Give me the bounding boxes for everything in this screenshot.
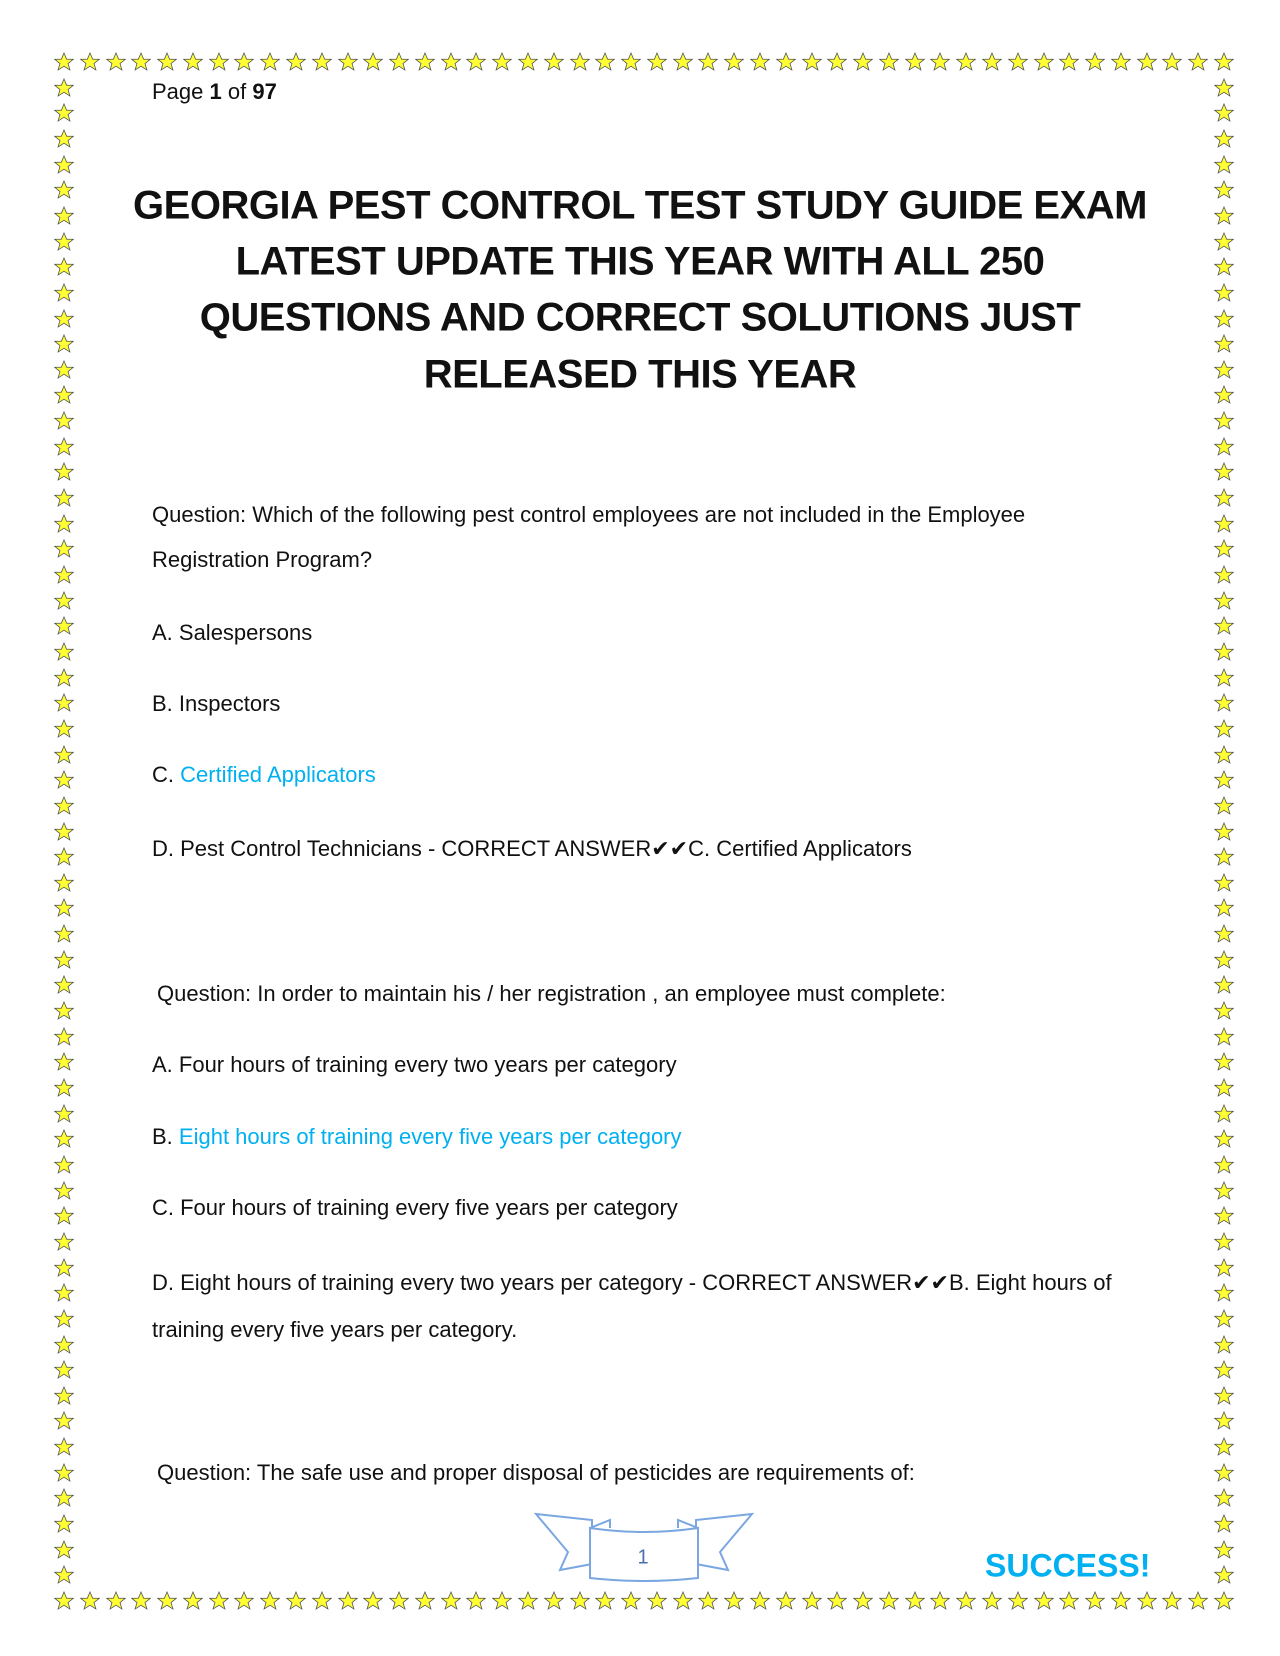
star-icon bbox=[1008, 52, 1028, 72]
star-icon bbox=[1214, 103, 1234, 123]
star-icon bbox=[363, 1591, 383, 1611]
star-icon bbox=[54, 1283, 74, 1303]
star-icon bbox=[827, 1591, 847, 1611]
star-icon bbox=[1162, 52, 1182, 72]
star-icon bbox=[621, 1591, 641, 1611]
star-icon bbox=[54, 129, 74, 149]
star-icon bbox=[54, 437, 74, 457]
question-1-cont: Registration Program? bbox=[152, 547, 373, 572]
star-icon bbox=[54, 283, 74, 303]
star-icon bbox=[956, 1591, 976, 1611]
star-icon bbox=[698, 1591, 718, 1611]
star-icon bbox=[1214, 180, 1234, 200]
star-icon bbox=[776, 52, 796, 72]
star-icon bbox=[1162, 1591, 1182, 1611]
star-icon bbox=[1214, 411, 1234, 431]
star-icon bbox=[1059, 1591, 1079, 1611]
star-icon bbox=[595, 1591, 615, 1611]
star-icon bbox=[1214, 1283, 1234, 1303]
star-icon bbox=[724, 1591, 744, 1611]
star-icon bbox=[260, 52, 280, 72]
star-icon bbox=[441, 52, 461, 72]
correct-option-text: Certified Applicators bbox=[180, 762, 376, 787]
star-icon bbox=[54, 847, 74, 867]
star-icon bbox=[1214, 873, 1234, 893]
star-icon bbox=[1214, 539, 1234, 559]
star-icon bbox=[54, 1206, 74, 1226]
star-icon bbox=[312, 1591, 332, 1611]
star-icon bbox=[1214, 360, 1234, 380]
star-icon bbox=[1214, 385, 1234, 405]
star-icon bbox=[1214, 1437, 1234, 1457]
star-icon bbox=[312, 52, 332, 72]
star-icon bbox=[1214, 642, 1234, 662]
star-icon bbox=[209, 52, 229, 72]
star-icon bbox=[54, 616, 74, 636]
star-icon bbox=[1034, 1591, 1054, 1611]
star-icon bbox=[673, 1591, 693, 1611]
star-icon bbox=[54, 950, 74, 970]
star-icon bbox=[363, 52, 383, 72]
title-line: RELEASED THIS YEAR bbox=[423, 352, 857, 397]
star-icon bbox=[80, 52, 100, 72]
star-icon bbox=[1214, 719, 1234, 739]
star-icon bbox=[1214, 334, 1234, 354]
star-icon bbox=[595, 52, 615, 72]
page-prefix: Page bbox=[152, 79, 204, 104]
star-icon bbox=[54, 668, 74, 688]
page-of: of bbox=[227, 79, 247, 104]
star-icon bbox=[1111, 1591, 1131, 1611]
star-icon bbox=[54, 1488, 74, 1508]
star-icon bbox=[54, 1027, 74, 1047]
star-icon bbox=[1214, 745, 1234, 765]
star-icon bbox=[234, 52, 254, 72]
star-icon bbox=[286, 1591, 306, 1611]
star-icon bbox=[209, 1591, 229, 1611]
star-icon bbox=[54, 462, 74, 482]
star-icon bbox=[54, 52, 74, 72]
star-icon bbox=[1214, 1309, 1234, 1329]
star-icon bbox=[1214, 796, 1234, 816]
star-icon bbox=[1214, 1463, 1234, 1483]
star-icon bbox=[466, 52, 486, 72]
star-icon bbox=[1214, 1104, 1234, 1124]
star-icon bbox=[54, 1258, 74, 1278]
star-icon bbox=[338, 1591, 358, 1611]
star-icon bbox=[54, 1309, 74, 1329]
footer-page-number: 1 bbox=[637, 1546, 649, 1569]
star-icon bbox=[1085, 52, 1105, 72]
star-icon bbox=[647, 52, 667, 72]
question-2: Question: In order to maintain his / her registration , an employee must complete: bbox=[157, 981, 946, 1006]
star-icon bbox=[1111, 52, 1131, 72]
option-a: A. Four hours of training every two years per category bbox=[152, 1052, 677, 1077]
star-icon bbox=[1214, 1335, 1234, 1355]
star-icon bbox=[1214, 1129, 1234, 1149]
star-icon bbox=[54, 155, 74, 175]
question-1: Question: Which of the following pest control employees are not included in the Employee bbox=[152, 502, 1026, 527]
star-icon bbox=[1214, 822, 1234, 842]
option-a: A. Salespersons bbox=[152, 620, 313, 645]
star-icon bbox=[54, 1052, 74, 1072]
page-current: 1 bbox=[209, 79, 222, 104]
star-icon bbox=[1214, 78, 1234, 98]
star-icon bbox=[1188, 52, 1208, 72]
star-icon bbox=[750, 52, 770, 72]
star-icon bbox=[54, 745, 74, 765]
star-icon bbox=[54, 206, 74, 226]
star-icon bbox=[389, 1591, 409, 1611]
star-icon bbox=[1214, 693, 1234, 713]
star-icon bbox=[1214, 206, 1234, 226]
title-line: LATEST UPDATE THIS YEAR WITH ALL 250 bbox=[235, 239, 1045, 284]
star-icon bbox=[1214, 1027, 1234, 1047]
correct-option-text: Eight hours of training every five years per category bbox=[178, 1124, 682, 1149]
star-icon bbox=[982, 52, 1002, 72]
star-icon bbox=[183, 1591, 203, 1611]
star-icon bbox=[54, 719, 74, 739]
star-icon bbox=[54, 257, 74, 277]
star-icon bbox=[54, 309, 74, 329]
star-icon bbox=[724, 52, 744, 72]
star-icon bbox=[54, 565, 74, 585]
star-icon bbox=[260, 1591, 280, 1611]
star-icon bbox=[286, 52, 306, 72]
star-icon bbox=[1214, 488, 1234, 508]
star-icon bbox=[1085, 1591, 1105, 1611]
star-icon bbox=[1214, 1001, 1234, 1021]
star-icon bbox=[54, 1540, 74, 1560]
star-icon bbox=[106, 52, 126, 72]
star-icon bbox=[54, 1437, 74, 1457]
star-icon bbox=[1214, 1206, 1234, 1226]
star-icon bbox=[570, 52, 590, 72]
star-icon bbox=[1214, 1540, 1234, 1560]
star-icon bbox=[54, 1565, 74, 1585]
star-icon bbox=[54, 1001, 74, 1021]
star-icon bbox=[827, 52, 847, 72]
star-icon bbox=[492, 1591, 512, 1611]
star-icon bbox=[492, 52, 512, 72]
star-icon bbox=[1214, 770, 1234, 790]
star-icon bbox=[54, 1078, 74, 1098]
star-icon bbox=[54, 770, 74, 790]
star-icon bbox=[1214, 1514, 1234, 1534]
option-c bbox=[152, 762, 376, 788]
star-icon bbox=[1214, 155, 1234, 175]
star-icon bbox=[389, 52, 409, 72]
star-icon bbox=[54, 898, 74, 918]
star-icon bbox=[415, 52, 435, 72]
star-icon bbox=[54, 1232, 74, 1252]
option-prefix: C. bbox=[152, 762, 174, 787]
star-icon bbox=[905, 1591, 925, 1611]
star-icon bbox=[930, 52, 950, 72]
star-icon bbox=[930, 1591, 950, 1611]
star-icon bbox=[1214, 616, 1234, 636]
star-icon bbox=[54, 514, 74, 534]
star-icon bbox=[1214, 1411, 1234, 1431]
star-icon bbox=[54, 360, 74, 380]
star-icon bbox=[1214, 898, 1234, 918]
star-icon bbox=[54, 232, 74, 252]
option-d-answer: D. Pest Control Technicians - CORRECT ANSWER✔✔C. Certified Applicators bbox=[152, 836, 912, 861]
star-icon bbox=[54, 693, 74, 713]
star-icon bbox=[54, 1155, 74, 1175]
star-icon bbox=[1214, 462, 1234, 482]
star-icon bbox=[647, 1591, 667, 1611]
star-icon bbox=[54, 411, 74, 431]
question-3: Question: The safe use and proper disposal of pesticides are requirements of: bbox=[157, 1460, 915, 1485]
star-icon bbox=[1214, 1052, 1234, 1072]
star-icon bbox=[698, 52, 718, 72]
star-icon bbox=[1214, 514, 1234, 534]
star-icon bbox=[466, 1591, 486, 1611]
title-line: GEORGIA PEST CONTROL TEST STUDY GUIDE EXAM bbox=[133, 183, 1147, 228]
star-icon bbox=[54, 1360, 74, 1380]
star-icon bbox=[1214, 129, 1234, 149]
star-icon bbox=[1214, 232, 1234, 252]
star-icon bbox=[853, 1591, 873, 1611]
star-icon bbox=[1214, 257, 1234, 277]
option-d-answer-cont: training every five years per category. bbox=[152, 1317, 518, 1342]
star-icon bbox=[621, 52, 641, 72]
star-icon bbox=[982, 1591, 1002, 1611]
star-icon bbox=[54, 539, 74, 559]
star-icon bbox=[1059, 52, 1079, 72]
star-icon bbox=[54, 924, 74, 944]
star-icon bbox=[1214, 437, 1234, 457]
star-icon bbox=[1214, 1360, 1234, 1380]
star-icon bbox=[1214, 1488, 1234, 1508]
page-total: 97 bbox=[252, 79, 277, 104]
star-icon bbox=[157, 1591, 177, 1611]
star-icon bbox=[54, 642, 74, 662]
star-icon bbox=[54, 873, 74, 893]
star-icon bbox=[750, 1591, 770, 1611]
page-indicator bbox=[152, 79, 277, 105]
star-icon bbox=[1137, 52, 1157, 72]
star-icon bbox=[54, 975, 74, 995]
star-icon bbox=[54, 1181, 74, 1201]
star-icon bbox=[1214, 975, 1234, 995]
star-icon bbox=[1214, 847, 1234, 867]
star-icon bbox=[54, 796, 74, 816]
star-icon bbox=[157, 52, 177, 72]
star-icon bbox=[776, 1591, 796, 1611]
star-icon bbox=[544, 52, 564, 72]
star-icon bbox=[802, 1591, 822, 1611]
star-icon bbox=[54, 1386, 74, 1406]
star-icon bbox=[1214, 52, 1234, 72]
star-icon bbox=[131, 1591, 151, 1611]
star-icon bbox=[54, 1514, 74, 1534]
star-icon bbox=[802, 52, 822, 72]
star-icon bbox=[1214, 1232, 1234, 1252]
star-icon bbox=[54, 1335, 74, 1355]
star-icon bbox=[54, 103, 74, 123]
star-icon bbox=[1008, 1591, 1028, 1611]
star-icon bbox=[956, 52, 976, 72]
star-icon bbox=[1188, 1591, 1208, 1611]
star-icon bbox=[54, 591, 74, 611]
option-prefix: B. bbox=[152, 1124, 173, 1149]
star-icon bbox=[1214, 591, 1234, 611]
star-icon bbox=[1214, 1078, 1234, 1098]
star-icon bbox=[54, 1411, 74, 1431]
star-icon bbox=[441, 1591, 461, 1611]
star-icon bbox=[54, 180, 74, 200]
star-icon bbox=[54, 1591, 74, 1611]
star-icon bbox=[1214, 668, 1234, 688]
star-icon bbox=[54, 1463, 74, 1483]
star-icon bbox=[1214, 950, 1234, 970]
star-icon bbox=[54, 1104, 74, 1124]
star-icon bbox=[1214, 1591, 1234, 1611]
star-icon bbox=[1214, 1155, 1234, 1175]
star-icon bbox=[54, 78, 74, 98]
star-icon bbox=[415, 1591, 435, 1611]
success-label: SUCCESS! bbox=[985, 1547, 1151, 1584]
star-icon bbox=[518, 52, 538, 72]
star-icon bbox=[1214, 565, 1234, 585]
star-icon bbox=[570, 1591, 590, 1611]
title-line: QUESTIONS AND CORRECT SOLUTIONS JUST bbox=[199, 295, 1081, 340]
star-icon bbox=[1034, 52, 1054, 72]
star-icon bbox=[544, 1591, 564, 1611]
option-c: C. Four hours of training every five years per category bbox=[152, 1195, 678, 1220]
option-d-answer: D. Eight hours of training every two years per category - CORRECT ANSWER✔✔B. Eight hours of bbox=[152, 1270, 1112, 1295]
star-icon bbox=[54, 822, 74, 842]
star-icon bbox=[518, 1591, 538, 1611]
star-icon bbox=[1214, 1258, 1234, 1278]
star-icon bbox=[183, 52, 203, 72]
star-icon bbox=[338, 52, 358, 72]
option-b: B. Inspectors bbox=[152, 691, 281, 716]
star-icon bbox=[54, 385, 74, 405]
star-icon bbox=[1214, 924, 1234, 944]
star-icon bbox=[879, 1591, 899, 1611]
star-icon bbox=[131, 52, 151, 72]
star-icon bbox=[879, 52, 899, 72]
star-icon bbox=[853, 52, 873, 72]
star-icon bbox=[1214, 1386, 1234, 1406]
star-icon bbox=[1214, 1181, 1234, 1201]
star-icon bbox=[234, 1591, 254, 1611]
star-icon bbox=[54, 334, 74, 354]
star-icon bbox=[673, 52, 693, 72]
star-icon bbox=[1214, 309, 1234, 329]
star-icon bbox=[54, 488, 74, 508]
star-icon bbox=[1214, 283, 1234, 303]
star-icon bbox=[1137, 1591, 1157, 1611]
star-icon bbox=[905, 52, 925, 72]
option-b bbox=[152, 1124, 682, 1150]
star-icon bbox=[80, 1591, 100, 1611]
star-icon bbox=[106, 1591, 126, 1611]
star-icon bbox=[1214, 1565, 1234, 1585]
star-icon bbox=[54, 1129, 74, 1149]
